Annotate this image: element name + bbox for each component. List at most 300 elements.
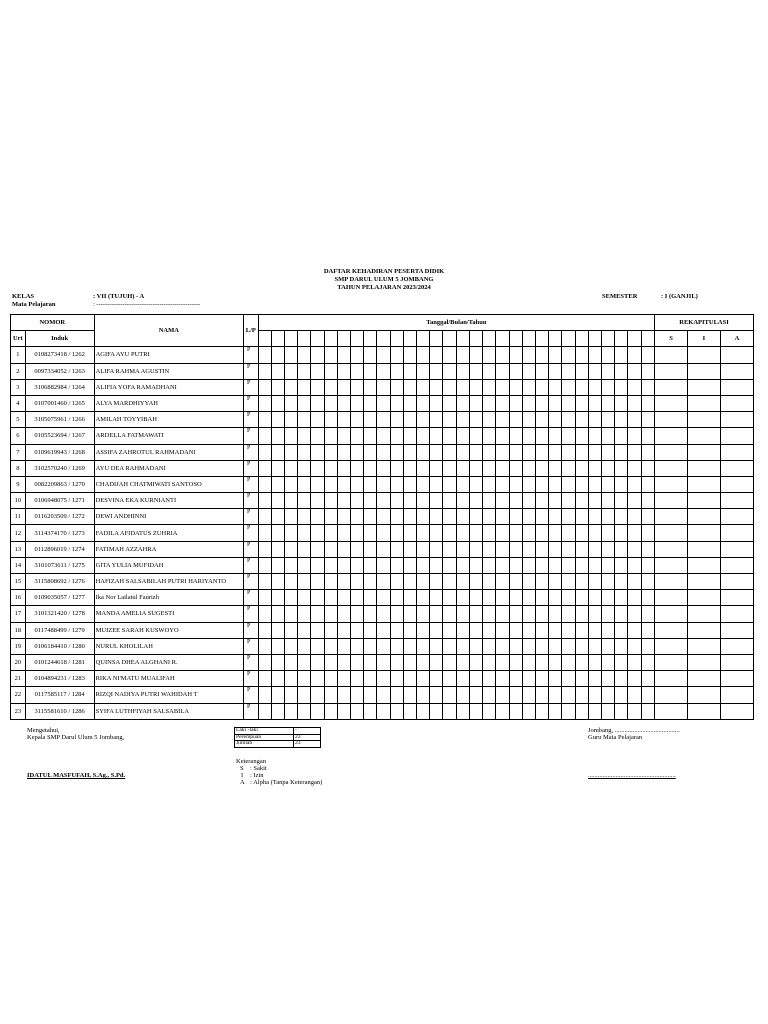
rekap-a-cell <box>720 541 753 557</box>
student-induk: 0097334052 / 1263 <box>25 363 94 379</box>
attendance-cell <box>615 395 628 411</box>
attendance-cell <box>364 654 377 670</box>
student-number: 22 <box>11 687 26 703</box>
student-number: 13 <box>11 541 26 557</box>
attendance-cell <box>496 460 509 476</box>
attendance-cell <box>483 541 496 557</box>
attendance-cell <box>311 574 324 590</box>
attendance-cell <box>430 703 443 719</box>
attendance-cell <box>285 638 298 654</box>
attendance-cell <box>298 476 311 492</box>
attendance-cell <box>351 347 364 363</box>
attendance-cell <box>430 606 443 622</box>
attendance-cell <box>311 428 324 444</box>
attendance-cell <box>324 395 337 411</box>
attendance-cell <box>588 703 601 719</box>
attendance-cell <box>588 541 601 557</box>
attendance-cell <box>285 460 298 476</box>
student-row <box>11 476 754 492</box>
attendance-cell <box>443 379 456 395</box>
rekap-i-cell <box>687 574 720 590</box>
attendance-cell <box>601 622 614 638</box>
attendance-cell <box>443 347 456 363</box>
attendance-cell <box>549 476 562 492</box>
attendance-cell <box>285 379 298 395</box>
student-row <box>11 638 754 654</box>
attendance-cell <box>364 395 377 411</box>
attendance-cell <box>271 476 284 492</box>
attendance-cell <box>417 687 430 703</box>
attendance-cell <box>522 509 535 525</box>
table-header-row <box>11 315 754 331</box>
kelas-label: KELAS <box>12 293 35 300</box>
attendance-cell <box>390 671 403 687</box>
attendance-cell <box>615 606 628 622</box>
rekap-a-cell <box>720 476 753 492</box>
rekap-a-cell <box>720 687 753 703</box>
attendance-cell <box>483 703 496 719</box>
attendance-cell <box>549 379 562 395</box>
attendance-cell <box>390 460 403 476</box>
attendance-cell <box>298 671 311 687</box>
student-induk: 0106184410 / 1280 <box>25 638 94 654</box>
attendance-cell <box>641 557 655 573</box>
attendance-cell <box>258 638 271 654</box>
attendance-cell <box>575 379 588 395</box>
attendance-cell <box>271 590 284 606</box>
attendance-cell <box>403 444 416 460</box>
attendance-cell <box>285 347 298 363</box>
academic-year: TAHUN PELAJARAN 2023/2024 <box>337 284 431 291</box>
attendance-cell <box>601 347 614 363</box>
student-row <box>11 541 754 557</box>
attendance-cell <box>496 444 509 460</box>
attendance-cell <box>575 460 588 476</box>
attendance-cell <box>562 525 575 541</box>
attendance-cell <box>522 606 535 622</box>
attendance-cell <box>271 428 284 444</box>
date-header-cell <box>417 331 430 347</box>
attendance-cell <box>496 622 509 638</box>
attendance-cell <box>522 379 535 395</box>
attendance-cell <box>509 671 522 687</box>
rekap-s-cell <box>655 460 688 476</box>
attendance-cell <box>575 703 588 719</box>
attendance-cell <box>403 347 416 363</box>
attendance-cell <box>271 525 284 541</box>
attendance-cell <box>549 412 562 428</box>
attendance-cell <box>575 347 588 363</box>
student-name: DESVINA EKA KURNIANTI <box>94 493 243 509</box>
attendance-cell <box>562 363 575 379</box>
student-gender: P <box>244 671 259 687</box>
attendance-cell <box>641 412 655 428</box>
attendance-cell <box>601 703 614 719</box>
attendance-cell <box>496 363 509 379</box>
attendance-cell <box>549 509 562 525</box>
header-lp: L/P <box>244 315 259 347</box>
attendance-cell <box>549 525 562 541</box>
attendance-cell <box>337 509 350 525</box>
attendance-cell <box>258 687 271 703</box>
attendance-cell <box>456 703 469 719</box>
attendance-cell <box>522 590 535 606</box>
student-name: NURUL KHOLILAH <box>94 638 243 654</box>
attendance-cell <box>601 654 614 670</box>
attendance-cell <box>469 687 482 703</box>
rekap-s-cell <box>655 444 688 460</box>
attendance-cell <box>469 638 482 654</box>
attendance-cell <box>535 557 548 573</box>
attendance-cell <box>337 493 350 509</box>
attendance-cell <box>430 347 443 363</box>
attendance-cell <box>535 412 548 428</box>
attendance-cell <box>496 525 509 541</box>
attendance-cell <box>456 687 469 703</box>
student-number: 23 <box>11 703 26 719</box>
rekap-a-cell <box>720 395 753 411</box>
student-name: ALIFA RAHMA AGUSTIN <box>94 363 243 379</box>
attendance-cell <box>298 638 311 654</box>
attendance-cell <box>337 622 350 638</box>
date-header-cell <box>430 331 443 347</box>
attendance-cell <box>601 460 614 476</box>
attendance-cell <box>390 590 403 606</box>
rekap-i-cell <box>687 428 720 444</box>
student-row <box>11 590 754 606</box>
attendance-cell <box>615 654 628 670</box>
attendance-cell <box>258 347 271 363</box>
attendance-cell <box>337 557 350 573</box>
attendance-cell <box>311 444 324 460</box>
attendance-cell <box>509 363 522 379</box>
attendance-cell <box>390 444 403 460</box>
attendance-cell <box>377 622 390 638</box>
attendance-cell <box>298 460 311 476</box>
rekap-i-cell <box>687 412 720 428</box>
attendance-cell <box>641 476 655 492</box>
attendance-cell <box>271 541 284 557</box>
date-header-cell <box>628 331 641 347</box>
student-induk: 0107001460 / 1265 <box>25 395 94 411</box>
attendance-cell <box>522 557 535 573</box>
attendance-cell <box>337 703 350 719</box>
attendance-cell <box>641 687 655 703</box>
attendance-cell <box>443 363 456 379</box>
attendance-cell <box>298 574 311 590</box>
student-name: ARDELLA FATMAWATI <box>94 428 243 444</box>
attendance-cell <box>364 379 377 395</box>
student-row <box>11 428 754 444</box>
attendance-cell <box>469 493 482 509</box>
student-induk: 3101073611 / 1275 <box>25 557 94 573</box>
attendance-cell <box>390 557 403 573</box>
rekap-i-cell <box>687 557 720 573</box>
attendance-cell <box>258 654 271 670</box>
student-name: DEWI ANDHINNI <box>94 509 243 525</box>
attendance-cell <box>496 379 509 395</box>
attendance-cell <box>601 363 614 379</box>
attendance-cell <box>535 622 548 638</box>
attendance-cell <box>535 395 548 411</box>
attendance-cell <box>496 638 509 654</box>
attendance-cell <box>430 541 443 557</box>
attendance-cell <box>364 606 377 622</box>
attendance-cell <box>285 363 298 379</box>
attendance-cell <box>311 412 324 428</box>
student-name: RIKA NI'MATU MUALIFAH <box>94 671 243 687</box>
attendance-cell <box>483 687 496 703</box>
attendance-cell <box>311 525 324 541</box>
rekap-i-cell <box>687 525 720 541</box>
attendance-cell <box>298 557 311 573</box>
attendance-cell <box>535 428 548 444</box>
attendance-cell <box>456 574 469 590</box>
header-nama: NAMA <box>94 315 243 347</box>
attendance-cell <box>562 557 575 573</box>
student-gender: P <box>244 493 259 509</box>
header-rekap-i: I <box>687 331 720 347</box>
attendance-cell <box>549 347 562 363</box>
attendance-cell <box>271 574 284 590</box>
attendance-cell <box>641 574 655 590</box>
student-gender: P <box>244 606 259 622</box>
rekap-s-cell <box>655 509 688 525</box>
attendance-cell <box>483 622 496 638</box>
student-induk: 3101321420 / 1278 <box>25 606 94 622</box>
attendance-cell <box>588 412 601 428</box>
attendance-cell <box>483 525 496 541</box>
attendance-cell <box>522 687 535 703</box>
attendance-cell <box>628 557 641 573</box>
attendance-cell <box>509 476 522 492</box>
attendance-cell <box>522 363 535 379</box>
rekap-s-cell <box>655 395 688 411</box>
rekap-i-cell <box>687 509 720 525</box>
student-gender: P <box>244 638 259 654</box>
rekap-s-cell <box>655 541 688 557</box>
date-header-cell <box>285 331 298 347</box>
attendance-cell <box>430 654 443 670</box>
attendance-cell <box>311 379 324 395</box>
rekap-s-cell <box>655 622 688 638</box>
attendance-cell <box>364 525 377 541</box>
student-row <box>11 606 754 622</box>
attendance-cell <box>364 476 377 492</box>
attendance-cell <box>430 412 443 428</box>
attendance-cell <box>403 412 416 428</box>
student-gender: P <box>244 444 259 460</box>
student-name: MUIZEE SARAH KUSWOYO <box>94 622 243 638</box>
attendance-cell <box>628 395 641 411</box>
attendance-cell <box>311 590 324 606</box>
legend-code-i: I <box>241 772 244 779</box>
attendance-cell <box>469 703 482 719</box>
attendance-cell <box>311 460 324 476</box>
attendance-cell <box>483 654 496 670</box>
attendance-cell <box>641 622 655 638</box>
attendance-cell <box>285 412 298 428</box>
attendance-cell <box>324 444 337 460</box>
student-name: Ika Nor Lailatul Faurizh <box>94 590 243 606</box>
attendance-cell <box>311 654 324 670</box>
attendance-cell <box>417 671 430 687</box>
student-name: FATIMAH AZZAHRA <box>94 541 243 557</box>
attendance-cell <box>443 671 456 687</box>
attendance-cell <box>456 638 469 654</box>
attendance-cell <box>443 525 456 541</box>
attendance-cell <box>430 638 443 654</box>
attendance-cell <box>522 541 535 557</box>
attendance-cell <box>483 590 496 606</box>
attendance-table <box>10 314 754 720</box>
student-row <box>11 622 754 638</box>
attendance-cell <box>641 363 655 379</box>
attendance-cell <box>351 622 364 638</box>
student-gender: P <box>244 590 259 606</box>
attendance-cell <box>390 622 403 638</box>
mapel-label: Mata Pelajaran <box>12 301 56 308</box>
rekap-s-cell <box>655 428 688 444</box>
attendance-cell <box>469 363 482 379</box>
attendance-cell <box>588 347 601 363</box>
attendance-cell <box>417 460 430 476</box>
attendance-cell <box>549 671 562 687</box>
rekap-s-cell <box>655 379 688 395</box>
attendance-cell <box>390 638 403 654</box>
attendance-cell <box>430 509 443 525</box>
date-header-cell <box>549 331 562 347</box>
attendance-cell <box>430 622 443 638</box>
attendance-cell <box>483 557 496 573</box>
student-name: RIZQI NADIYA PUTRI WAHIDAH T <box>94 687 243 703</box>
attendance-cell <box>628 638 641 654</box>
attendance-cell <box>285 509 298 525</box>
attendance-cell <box>615 557 628 573</box>
attendance-cell <box>496 509 509 525</box>
attendance-cell <box>509 444 522 460</box>
attendance-cell <box>641 460 655 476</box>
student-induk: 0108273418 / 1262 <box>25 347 94 363</box>
attendance-cell <box>549 460 562 476</box>
date-header-cell <box>324 331 337 347</box>
student-induk: 0106948075 / 1271 <box>25 493 94 509</box>
attendance-cell <box>628 574 641 590</box>
student-induk: 3106882984 / 1264 <box>25 379 94 395</box>
attendance-cell <box>285 590 298 606</box>
attendance-cell <box>562 412 575 428</box>
attendance-cell <box>298 363 311 379</box>
attendance-cell <box>575 395 588 411</box>
attendance-cell <box>324 557 337 573</box>
attendance-cell <box>469 590 482 606</box>
date-header-cell <box>337 331 350 347</box>
attendance-cell <box>535 379 548 395</box>
attendance-cell <box>337 654 350 670</box>
attendance-cell <box>628 347 641 363</box>
attendance-cell <box>351 363 364 379</box>
attendance-cell <box>575 671 588 687</box>
legend-code-s: S <box>240 765 244 772</box>
student-gender: P <box>244 622 259 638</box>
attendance-cell <box>588 574 601 590</box>
student-induk: 3115808692 / 1276 <box>25 574 94 590</box>
attendance-cell <box>549 428 562 444</box>
attendance-cell <box>562 671 575 687</box>
student-row <box>11 509 754 525</box>
attendance-cell <box>271 395 284 411</box>
attendance-cell <box>443 574 456 590</box>
attendance-cell <box>403 476 416 492</box>
rekap-i-cell <box>687 476 720 492</box>
date-header-cell <box>615 331 628 347</box>
attendance-cell <box>417 347 430 363</box>
attendance-cell <box>562 476 575 492</box>
attendance-cell <box>535 654 548 670</box>
attendance-cell <box>588 622 601 638</box>
rekap-a-cell <box>720 671 753 687</box>
attendance-cell <box>575 525 588 541</box>
student-row <box>11 703 754 719</box>
attendance-cell <box>351 412 364 428</box>
attendance-cell <box>324 379 337 395</box>
attendance-cell <box>324 493 337 509</box>
student-number: 9 <box>11 476 26 492</box>
attendance-cell <box>417 428 430 444</box>
attendance-cell <box>509 525 522 541</box>
attendance-cell <box>390 379 403 395</box>
attendance-cell <box>364 347 377 363</box>
attendance-cell <box>390 703 403 719</box>
student-number: 8 <box>11 460 26 476</box>
document-title: DAFTAR KEHADIRAN PESERTA DIDIK <box>323 268 445 275</box>
attendance-cell <box>285 541 298 557</box>
attendance-cell <box>258 509 271 525</box>
attendance-cell <box>258 703 271 719</box>
rekap-a-cell <box>720 654 753 670</box>
attendance-cell <box>337 671 350 687</box>
attendance-cell <box>324 412 337 428</box>
attendance-cell <box>258 541 271 557</box>
date-header-cell <box>351 331 364 347</box>
attendance-cell <box>337 606 350 622</box>
attendance-cell <box>417 654 430 670</box>
student-number: 17 <box>11 606 26 622</box>
attendance-cell <box>311 363 324 379</box>
attendance-cell <box>483 412 496 428</box>
attendance-cell <box>390 412 403 428</box>
student-row <box>11 444 754 460</box>
attendance-cell <box>575 444 588 460</box>
attendance-cell <box>258 363 271 379</box>
attendance-cell <box>496 606 509 622</box>
attendance-cell <box>535 509 548 525</box>
rekap-s-cell <box>655 557 688 573</box>
attendance-cell <box>588 671 601 687</box>
attendance-cell <box>588 395 601 411</box>
attendance-cell <box>628 703 641 719</box>
gender-summary-table <box>234 727 321 748</box>
attendance-cell <box>509 395 522 411</box>
attendance-cell <box>615 525 628 541</box>
attendance-cell <box>351 557 364 573</box>
attendance-cell <box>601 638 614 654</box>
date-header-cell <box>522 331 535 347</box>
attendance-cell <box>601 395 614 411</box>
attendance-cell <box>377 460 390 476</box>
attendance-cell <box>271 412 284 428</box>
attendance-cell <box>469 395 482 411</box>
